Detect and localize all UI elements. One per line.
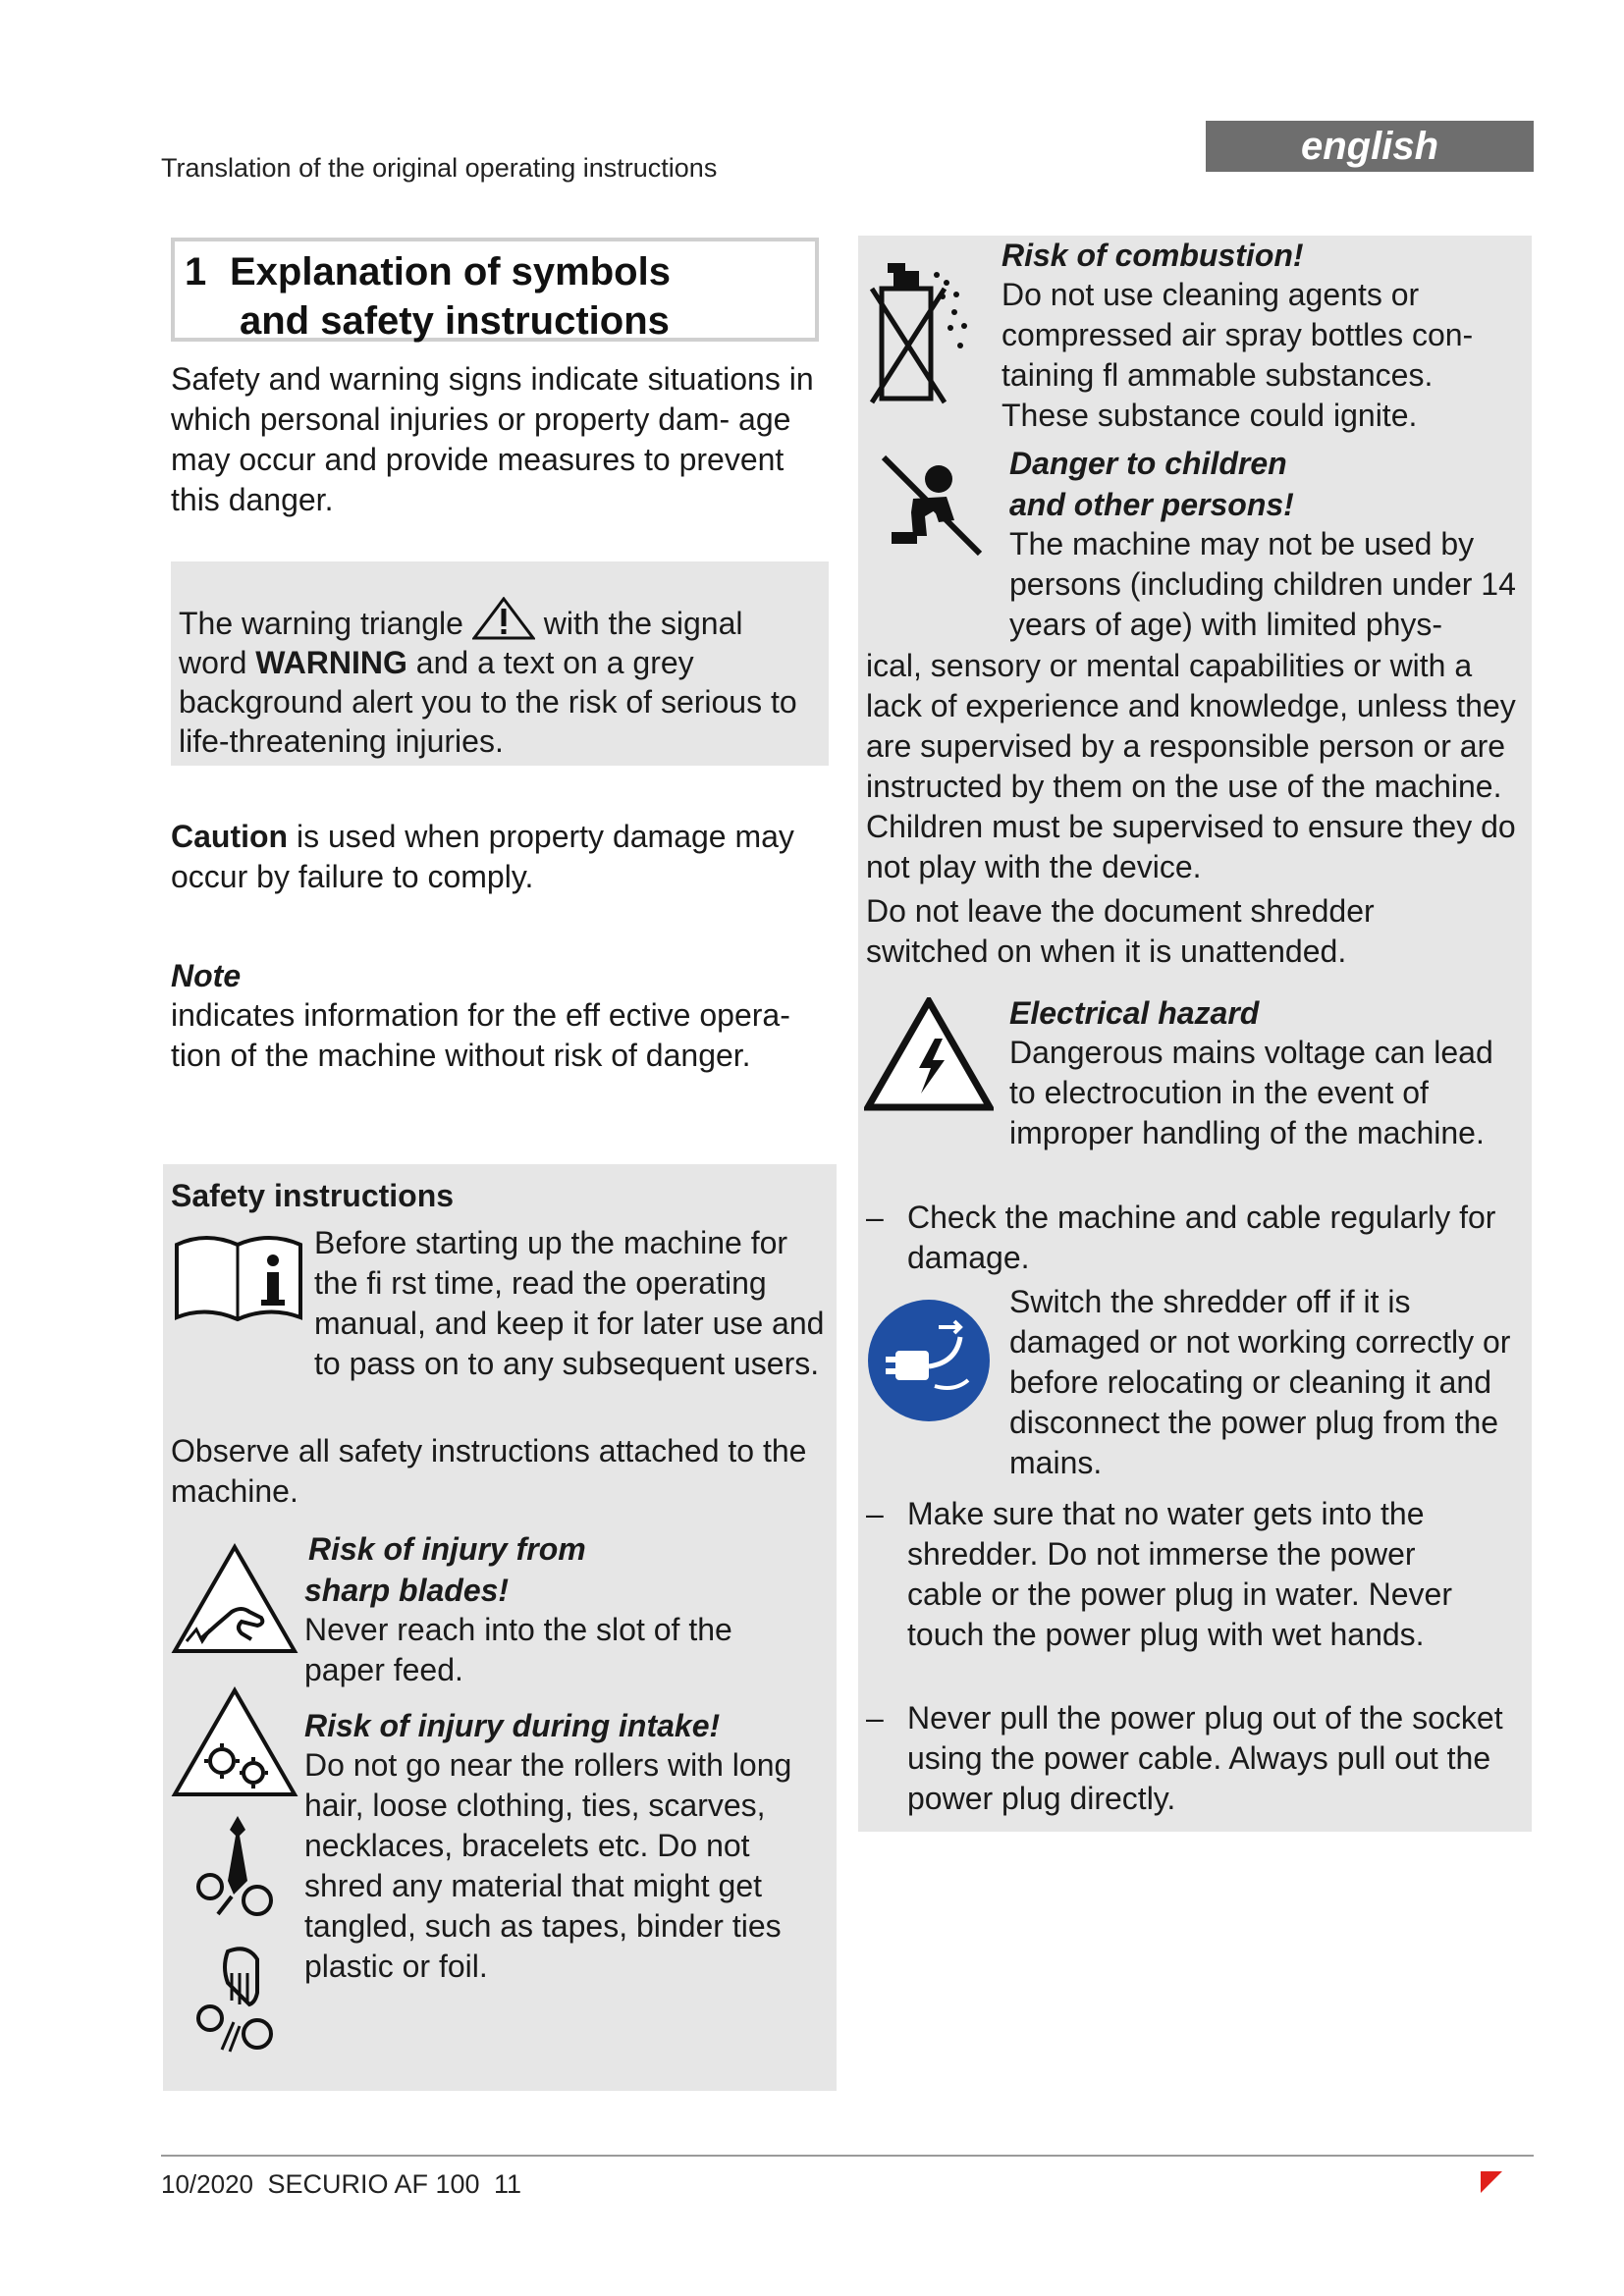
bullet-check-cable-text: Check the machine and cable regularly for damage. — [907, 1200, 1496, 1275]
warning-text-before: The warning triangle — [179, 606, 463, 641]
section-title-line1: Explanation of symbols — [230, 250, 671, 294]
manual-text: Before starting up the machine for the fi rst time, read the operating manual, and keep it for later use and to pass on to any subsequent users. — [314, 1225, 825, 1381]
warning-text-word-prefix: word — [179, 645, 256, 680]
intake-text: Do not go near the rollers with long hair, loose clothing, ties, scarves, necklaces, bracelets etc. Do not shred any material that might get tangled, such as tapes, binder ties plastic or foil. — [304, 1747, 792, 1984]
electrical-heading: Electrical hazard — [1009, 995, 1260, 1031]
bullet-water-text: Make sure that no water gets into the shredder. Do not immerse the power cable or the power plug in water. Never touch the power plug with wet hands. — [907, 1496, 1452, 1652]
observe-text: Observe all safety instructions attached to the machine. — [171, 1433, 807, 1509]
note-text: indicates information for the eff ective opera- tion of the machine without risk of danger. — [171, 997, 790, 1073]
language-tab: english — [1206, 121, 1534, 172]
note-heading: Note — [171, 958, 242, 993]
electrical-hazard-icon — [864, 997, 994, 1113]
combustion-heading: Risk of combustion! — [1001, 238, 1304, 273]
children-heading-line2: and other persons! — [1009, 487, 1294, 522]
no-children-icon — [878, 452, 986, 560]
footer-divider — [161, 2155, 1534, 2157]
bullet-dash: – — [866, 1700, 884, 1735]
tie-entanglement-icon — [189, 1812, 283, 1930]
section-number: 1 — [185, 250, 207, 294]
blades-heading-line2: sharp blades! — [304, 1573, 510, 1608]
bullet-check-cable — [866, 1198, 1534, 1286]
caution-text — [171, 817, 819, 897]
bullet-dash: – — [866, 1496, 884, 1531]
children-heading-line1: Danger to children — [1009, 446, 1287, 481]
blades-text: Never reach into the slot of the paper feed. — [304, 1612, 732, 1687]
footer-text — [161, 2169, 521, 2200]
warning-triangle-icon — [472, 597, 535, 640]
caution-word: Caution — [171, 819, 289, 854]
intake-hazard-icon — [171, 1686, 298, 1800]
section-title-line2: and safety instructions — [240, 299, 670, 343]
blade-hazard-icon — [171, 1543, 298, 1657]
bullet-water — [866, 1494, 1534, 1661]
footer-product: SECURIO AF 100 — [267, 2169, 480, 2199]
footer-date: 10/2020 — [161, 2169, 253, 2199]
right-safety-box — [858, 236, 1532, 1832]
read-manual-icon — [173, 1231, 304, 1329]
warning-signal-word: WARNING — [255, 645, 407, 680]
bullet-pull-plug-text: Never pull the power plug out of the socket using the power cable. Always pull out the power plug directly. — [907, 1700, 1503, 1816]
bullet-pull-plug — [866, 1698, 1534, 1826]
switch-off-text: Switch the shredder off if it is damaged or not working correctly or before relocating or cleaning it and disconnect the power plug from the mains. — [1009, 1284, 1511, 1480]
bullet-dash: – — [866, 1200, 884, 1235]
children-text-full: ical, sensory or mental capabilities or with a lack of experience and knowledge, unless they are supervised by a responsible person or are instructed by them on the use of the machine. Children must be supervised to ensure they do not play with the device. — [866, 648, 1516, 884]
children-text-indented: The machine may not be used by persons (including children under 14 years of age) with limited phys- — [1009, 526, 1516, 642]
section-title — [171, 238, 819, 342]
hair-entanglement-icon — [189, 1944, 283, 2061]
corner-mark-icon — [1481, 2171, 1502, 2193]
warning-box — [171, 561, 829, 766]
footer-page-number: 11 — [493, 2169, 522, 2199]
unattended-text: Do not leave the document shredder switched on when it is unattended. — [866, 893, 1375, 969]
warning-box-text — [179, 597, 817, 761]
electrical-text: Dangerous mains voltage can lead to electrocution in the event of improper handling of the machine. — [1009, 1035, 1493, 1150]
safety-heading: Safety instructions — [171, 1178, 455, 1213]
caution-body: is used when property damage may occur by failure to comply. — [171, 819, 794, 894]
warning-text-after: with the signal — [543, 606, 743, 641]
disconnect-plug-icon — [866, 1298, 992, 1423]
spray-can-prohibited-icon — [866, 249, 974, 408]
intro-text: Safety and warning signs indicate situations in which personal injuries or property dam- age may occur and provide measures to prevent this danger. — [171, 361, 814, 517]
warning-text-rest: and a text on a grey background alert you to the risk of serious to life-threatening injuries. — [179, 645, 797, 759]
combustion-text: Do not use cleaning agents or compressed air spray bottles con- taining fl ammable substances. These substance could ignite. — [1001, 277, 1474, 433]
header-subtitle: Translation of the original operating instructions — [161, 153, 718, 183]
intake-heading: Risk of injury during intake! — [304, 1708, 721, 1743]
safety-instructions-box — [163, 1164, 837, 2091]
blades-heading-line1: Risk of injury from — [308, 1531, 586, 1567]
